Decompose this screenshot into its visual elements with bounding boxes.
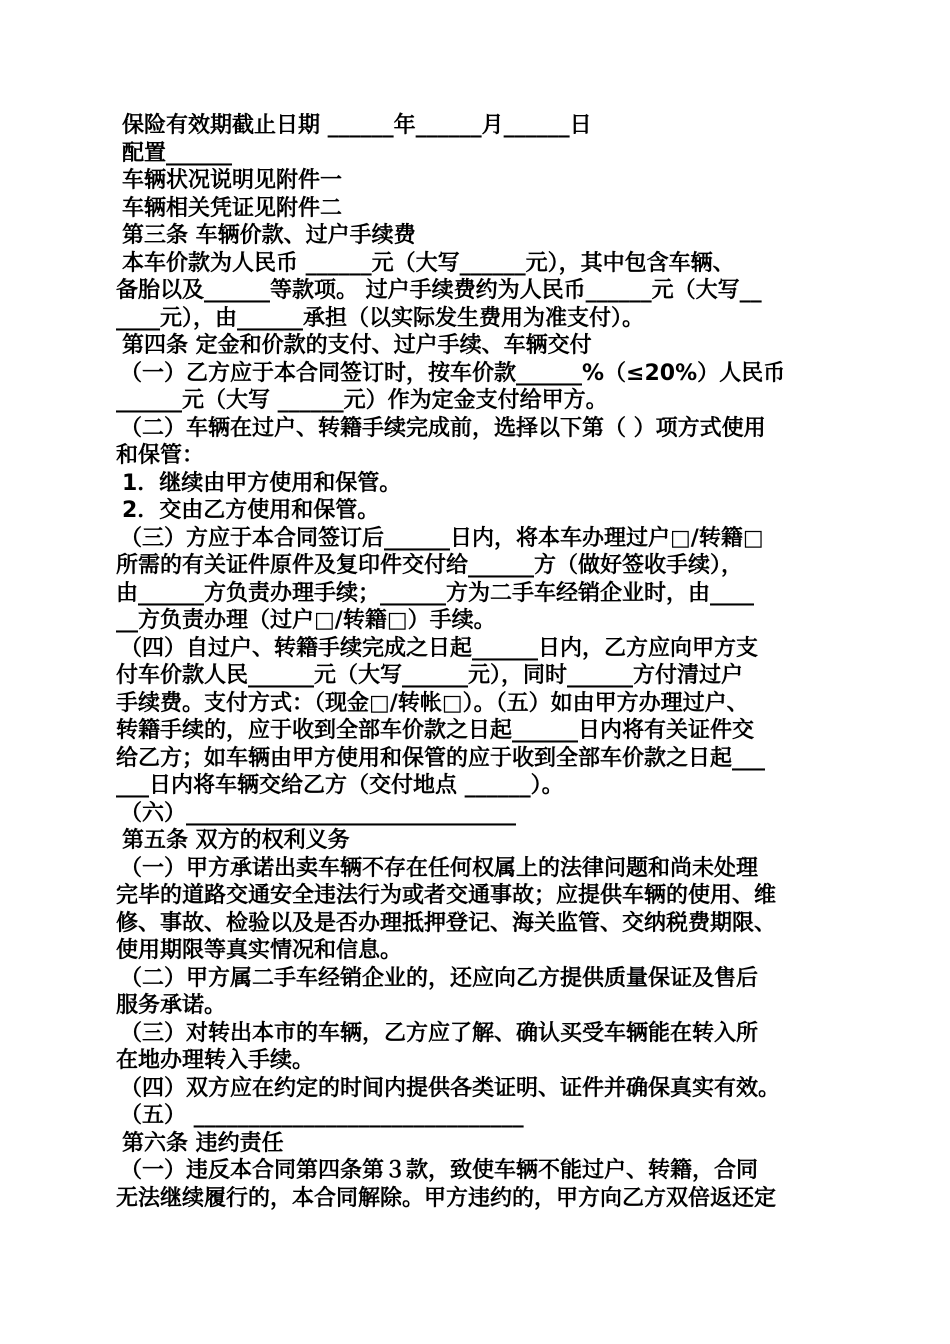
paragraph-line: 备胎以及______等款项。 过户手续费约为人民币______元（大写__: [116, 278, 762, 303]
paragraph-line: 在地办理转入手续。: [116, 1048, 315, 1073]
paragraph-line: 和保管：: [116, 443, 205, 468]
insurance-expiry-line: 保险有效期截止日期 ______年______月______日: [122, 113, 592, 138]
paragraph-line: ____元），由______承担（以实际发生费用为准支付）。: [116, 305, 645, 331]
paragraph-line: 完毕的道路交通安全违法行为或者交通事故；应提供车辆的使用、维: [116, 883, 777, 908]
paragraph-line: 修、事故、检验以及是否办理抵押登记、海关监管、交纳税费期限、: [116, 910, 777, 936]
paragraph-line: （一）违反本合同第四条第３款，致使车辆不能过户、转籍，合同: [120, 1158, 759, 1183]
paragraph-line: 本车价款为人民币 ______元（大写______元），其中包含车辆、: [122, 250, 735, 276]
vehicle-documents-line: 车辆相关凭证见附件二: [122, 195, 343, 221]
article-6-heading: 第六条 违约责任: [122, 1130, 284, 1156]
paragraph-line: 服务承诺。: [116, 993, 227, 1018]
paragraph-line: ______元（大写 ______元）作为定金支付给甲方。: [116, 388, 608, 413]
paragraph-line: 使用期限等真实情况和信息。: [116, 938, 403, 963]
paragraph-line: （二）车辆在过户、转籍手续完成前，选择以下第（ ）项方式使用: [120, 415, 766, 441]
article-3-heading: 第三条 车辆价款、过户手续费: [122, 223, 416, 248]
paragraph-line: （四）自过户、转籍手续完成之日起______日内，乙方应向甲方支: [120, 635, 759, 661]
paragraph-line: 付车价款人民______元（大写______元），同时______方付清过户: [116, 663, 744, 688]
paragraph-line: 转籍手续的，应于收到全部车价款之日起______日内将有关证件交: [116, 718, 755, 743]
contract-page: [116, 112, 838, 1212]
paragraph-line: __方负责办理（过户□/转籍□）手续。: [116, 608, 496, 633]
vehicle-condition-line: 车辆状况说明见附件一: [122, 168, 343, 193]
paragraph-line: （四）双方应在约定的时间内提供各类证明、证件并确保真实有效。: [120, 1075, 781, 1101]
blank-clause-line: （五） ______________________________: [120, 1103, 524, 1128]
article-4-heading: 第四条 定金和价款的支付、过户手续、车辆交付: [122, 333, 592, 358]
paragraph-line: 无法继续履行的，本合同解除。甲方违约的，甲方向乙方双倍返还定: [116, 1185, 777, 1211]
paragraph-line: 给乙方；如车辆由甲方使用和保管的应于收到全部车价款之日起___: [116, 745, 766, 771]
paragraph-line: 所需的有关证件原件及复印件交付给______方（做好签收手续），: [116, 553, 744, 578]
blank-clause-line: （六）______________________________: [120, 800, 517, 826]
list-item: 2．交由乙方使用和保管。: [122, 498, 380, 523]
paragraph-line: 由______方负责办理手续；______方为二手车经销企业时，由____: [116, 580, 755, 606]
paragraph-line: （一）乙方应于本合同签订时，按车价款______%（≤20%）人民币: [120, 360, 786, 386]
paragraph-line: （三）对转出本市的车辆，乙方应了解、确认买受车辆能在转入所: [120, 1020, 759, 1046]
paragraph-line: （二）甲方属二手车经销企业的，还应向乙方提供质量保证及售后: [120, 965, 759, 991]
paragraph-line: （三）方应于本合同签订后______日内，将本车办理过户□/转籍□: [120, 525, 764, 551]
paragraph-line: （一）甲方承诺出卖车辆不存在任何权属上的法律问题和尚未处理: [120, 855, 759, 881]
paragraph-line: 手续费。支付方式：（现金□/转帐□）。（五）如由甲方办理过户、: [116, 690, 749, 716]
article-5-heading: 第五条 双方的权利义务: [122, 828, 350, 853]
paragraph-line: ___日内将车辆交给乙方（交付地点 ______）。: [116, 773, 564, 798]
configuration-line: 配置______: [122, 140, 233, 166]
list-item: 1．继续由甲方使用和保管。: [122, 470, 402, 496]
